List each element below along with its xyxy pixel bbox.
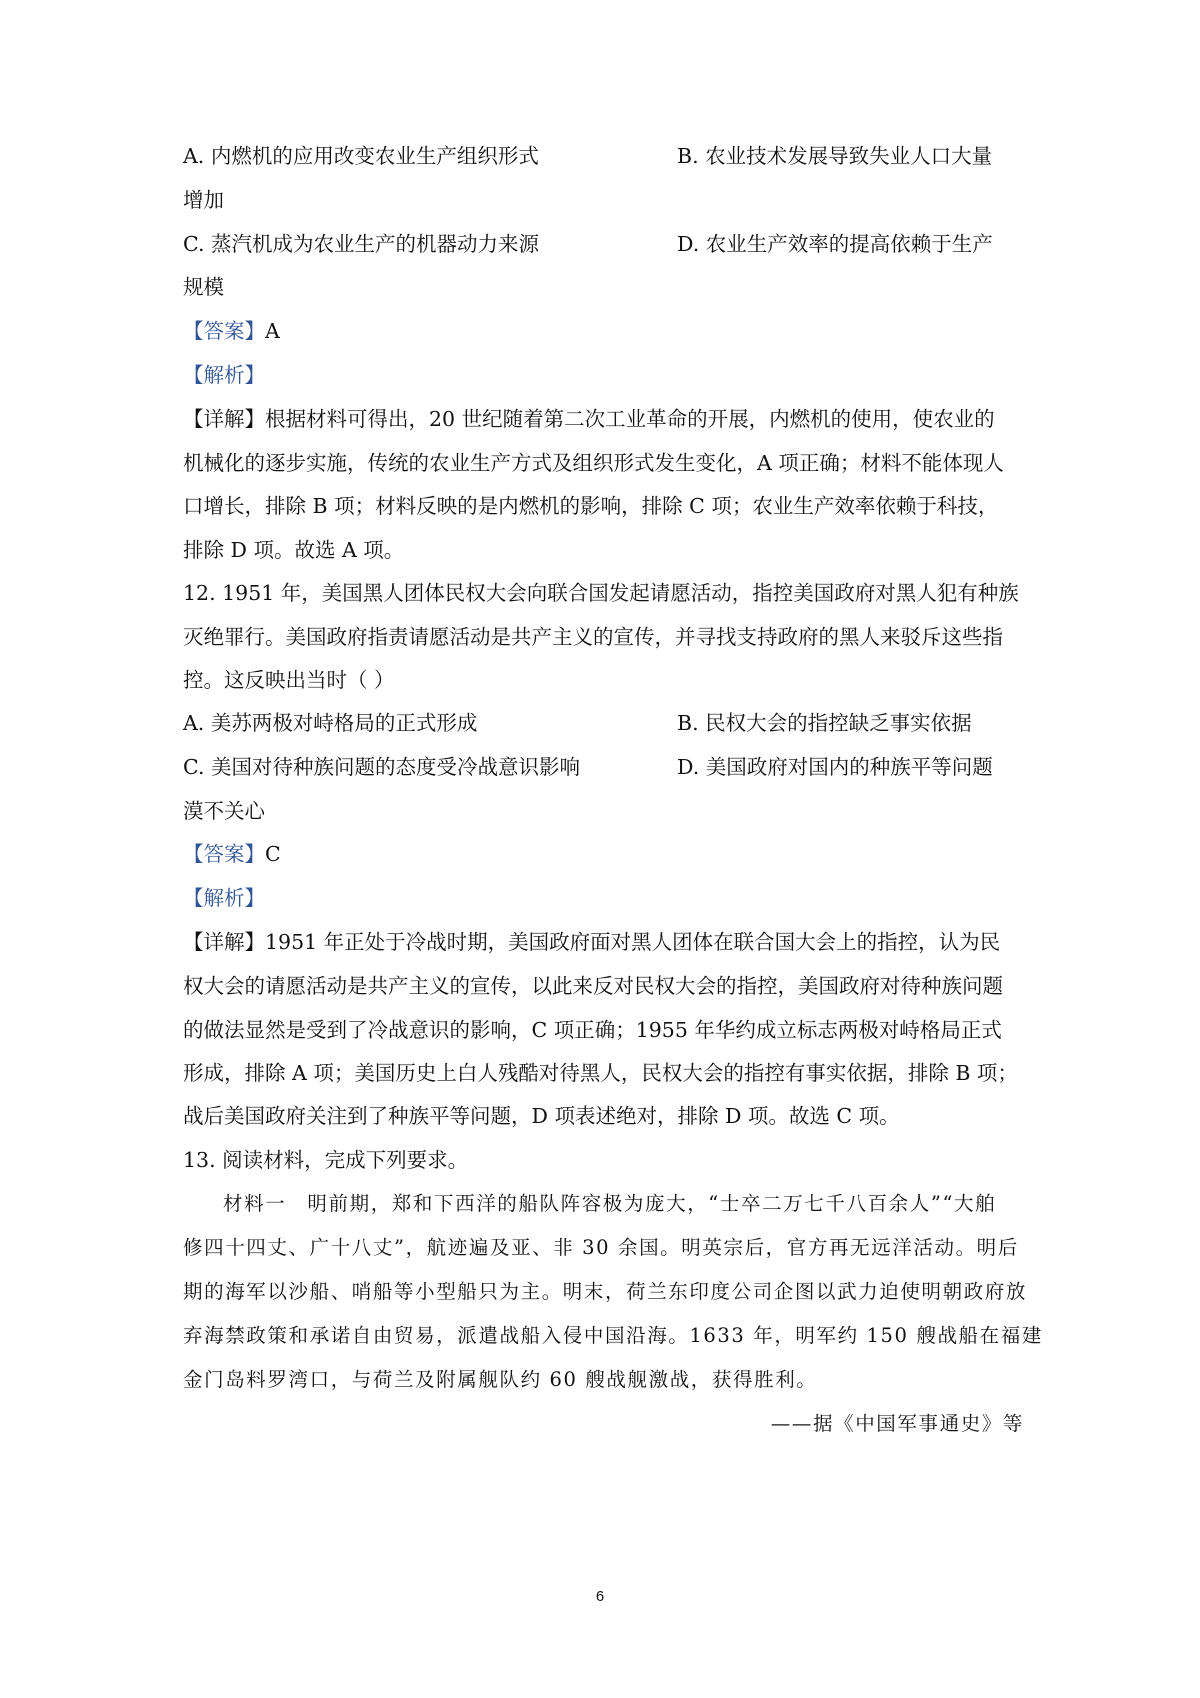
answer-label: 【答案】 bbox=[183, 319, 265, 343]
detail-text: 1951 年正处于冷战时期，美国政府面对黑人团体在联合国大会上的指控，认为民 bbox=[265, 930, 1001, 954]
q12-option-d-continued: 漠不关心 bbox=[183, 799, 265, 823]
q13-material-source: ——据《中国军事通史》等 bbox=[770, 1412, 1024, 1435]
q12-stem-line-1: 12. 1951 年，美国黑人团体民权大会向联合国发起请愿活动，指控美国政府对黑人犯有种族 bbox=[183, 581, 1019, 605]
q11-answer bbox=[183, 317, 1023, 345]
q12-option-a: A. 美苏两极对峙格局的正式形成 bbox=[183, 711, 478, 735]
q12-detail-line-2: 权大会的请愿活动是共产主义的宣传，以此来反对民权大会的指控，美国政府对待种族问题 bbox=[183, 974, 1003, 998]
q13-material-line-5: 金门岛料罗湾口，与荷兰及附属舰队约 60 艘战舰激战，获得胜利。 bbox=[183, 1368, 818, 1391]
q11-detail-line-4: 排除 D 项。故选 A 项。 bbox=[183, 538, 405, 562]
q13-material-line-2: 修四十四丈、广十八丈”，航迹遍及亚、非 30 余国。明英宗后，官方再无远洋活动。明后 bbox=[183, 1236, 1019, 1259]
answer-value: C bbox=[265, 842, 281, 866]
q11-detail-line-3: 口增长，排除 B 项；材料反映的是内燃机的影响，排除 C 项；农业生产效率依赖于科技， bbox=[183, 494, 999, 518]
q12-stem-line-3: 控。这反映出当时（ ） bbox=[183, 668, 395, 692]
q11-option-c: C. 蒸汽机成为农业生产的机器动力来源 bbox=[183, 232, 539, 256]
q12-detail-line-3: 的做法显然是受到了冷战意识的影响，C 项正确；1955 年华约成立标志两极对峙格局正式 bbox=[183, 1018, 1002, 1042]
q13-material-line-4: 弃海禁政策和承诺自由贸易，派遣战船入侵中国沿海。1633 年，明军约 150 艘战船在福建 bbox=[183, 1324, 1043, 1347]
q11-option-b: B. 农业技术发展导致失业人口大量 bbox=[677, 144, 993, 168]
q12-detail-line-5: 战后美国政府关注到了种族平等问题，D 项表述绝对，排除 D 项。故选 C 项。 bbox=[183, 1104, 900, 1128]
analysis-label: 【解析】 bbox=[183, 886, 265, 910]
analysis-label: 【解析】 bbox=[183, 363, 265, 387]
answer-label: 【答案】 bbox=[183, 842, 265, 866]
q12-detail-line-1 bbox=[183, 928, 1023, 956]
q11-option-b-continued: 增加 bbox=[183, 188, 224, 212]
q11-option-d-continued: 规模 bbox=[183, 275, 224, 299]
q12-detail-line-4: 形成，排除 A 项；美国历史上白人残酷对待黑人，民权大会的指控有事实依据，排除 B 项； bbox=[183, 1061, 1018, 1085]
q12-option-c: C. 美国对待种族问题的态度受冷战意识影响 bbox=[183, 755, 580, 779]
detail-label: 【详解】 bbox=[183, 407, 265, 431]
q11-option-a: A. 内燃机的应用改变农业生产组织形式 bbox=[183, 144, 539, 168]
q11-detail-line-1 bbox=[183, 405, 1023, 433]
detail-text: 根据材料可得出，20 世纪随着第二次工业革命的开展，内燃机的使用，使农业的 bbox=[265, 407, 995, 431]
detail-label: 【详解】 bbox=[183, 930, 265, 954]
q11-detail-line-2: 机械化的逐步实施，传统的农业生产方式及组织形式发生变化，A 项正确；材料不能体现人 bbox=[183, 451, 1004, 475]
answer-value: A bbox=[265, 319, 280, 343]
q13-material-line-3: 期的海军以沙船、哨船等小型船只为主。明末，荷兰东印度公司企图以武力迫使明朝政府放 bbox=[183, 1280, 1028, 1303]
q12-option-b: B. 民权大会的指控缺乏事实依据 bbox=[677, 711, 972, 735]
q12-answer bbox=[183, 840, 1023, 868]
q12-option-d: D. 美国政府对国内的种族平等问题 bbox=[677, 755, 993, 779]
q12-stem-line-2: 灭绝罪行。美国政府指责请愿活动是共产主义的宣传，并寻找支持政府的黑人来驳斥这些指 bbox=[183, 625, 1003, 649]
q13-stem: 13. 阅读材料，完成下列要求。 bbox=[183, 1148, 469, 1172]
q13-material-line-1: 材料一 明前期，郑和下西洋的船队阵容极为庞大，“士卒二万七千八百余人”“大舶 bbox=[223, 1192, 997, 1215]
page-number: 6 bbox=[595, 1588, 605, 1605]
q11-analysis-heading bbox=[183, 361, 1023, 389]
q11-option-d: D. 农业生产效率的提高依赖于生产 bbox=[677, 232, 993, 256]
q12-analysis-heading bbox=[183, 884, 1023, 912]
